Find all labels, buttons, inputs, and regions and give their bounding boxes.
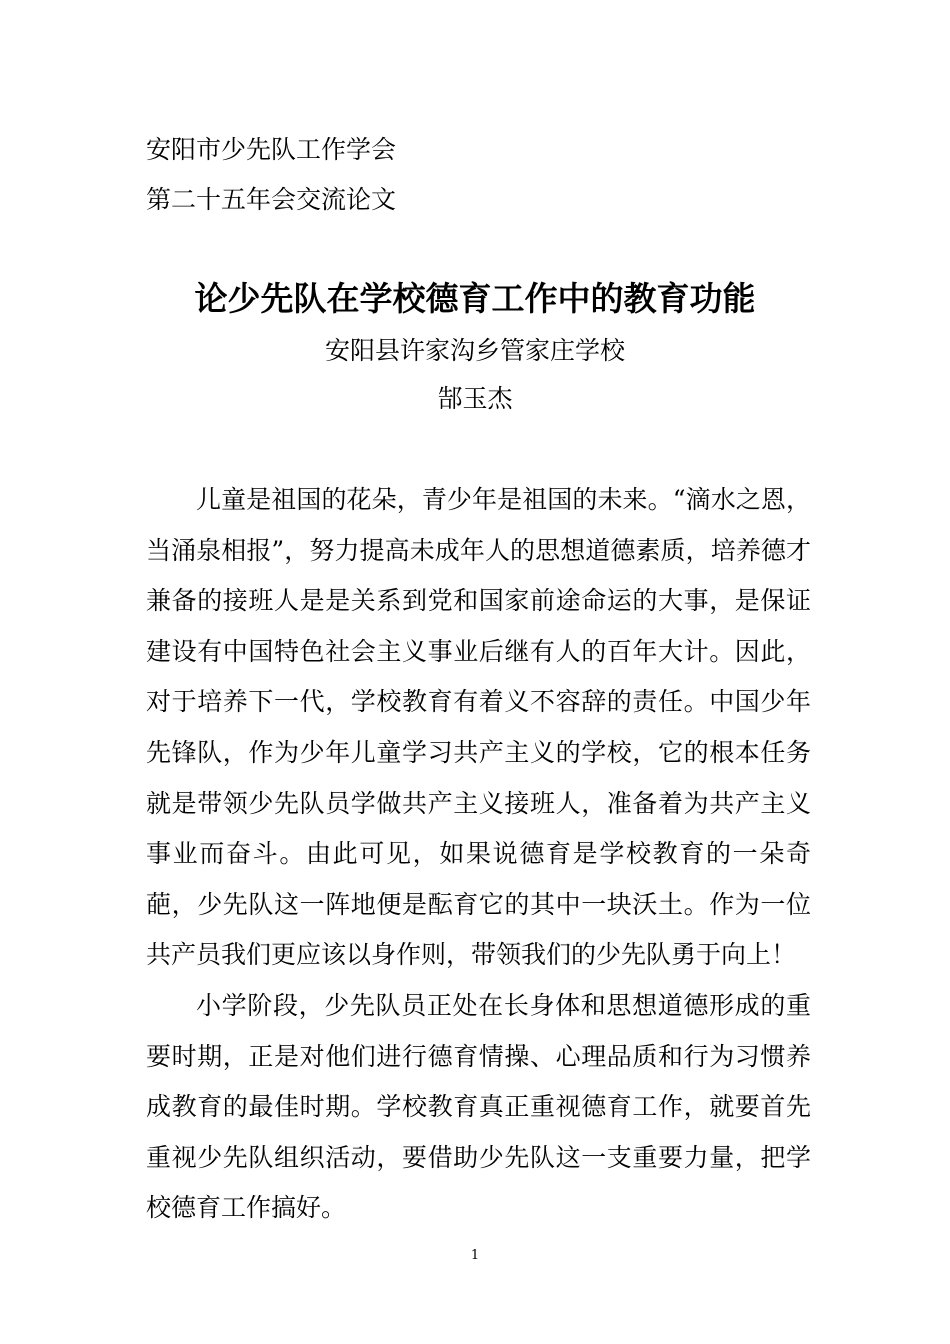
- page-number: 1: [470, 1248, 480, 1263]
- organization-line: 安阳市少先队工作学会: [146, 135, 397, 164]
- conference-line: 第二十五年会交流论文: [146, 185, 397, 214]
- paragraph: 儿童是祖国的花朵，青少年是祖国的未来。“滴水之恩，当涌泉相报”，努力提高未成年人的思想道德素质，培养德才兼备的接班人是是关系到党和国家前途命运的大事，是保证建设有中国特色社会主义事业后继有人的百年大计。因此，对于培养下一代，学校教育有着义不容辞的责任。中国少年先锋队，作为少年儿童学习共产主义的学校，它的根本任务就是带领少先队员学做共产主义接班人，准备着为共产主义事业而奋斗。由此可见，如果说德育是学校教育的一朵奇葩，少先队这一阵地便是酝育它的其中一块沃土。作为一位共产员我们更应该以身作则，带领我们的少先队勇于向上！: [146, 485, 811, 970]
- paragraph: 小学阶段，少先队员正处在长身体和思想道德形成的重要时期，正是对他们进行德育情操、心理品质和行为习惯养成教育的最佳时期。学校教育真正重视德育工作，就要首先重视少先队组织活动，要借助少先队这一支重要力量，把学校德育工作搞好。: [146, 990, 811, 1223]
- paper-title: 论少先队在学校德育工作中的教育功能: [194, 279, 756, 318]
- author-school: 安阳县许家沟乡管家庄学校: [324, 336, 625, 365]
- body-text: [146, 475, 811, 1234]
- author-name: 郜玉杰: [437, 384, 513, 413]
